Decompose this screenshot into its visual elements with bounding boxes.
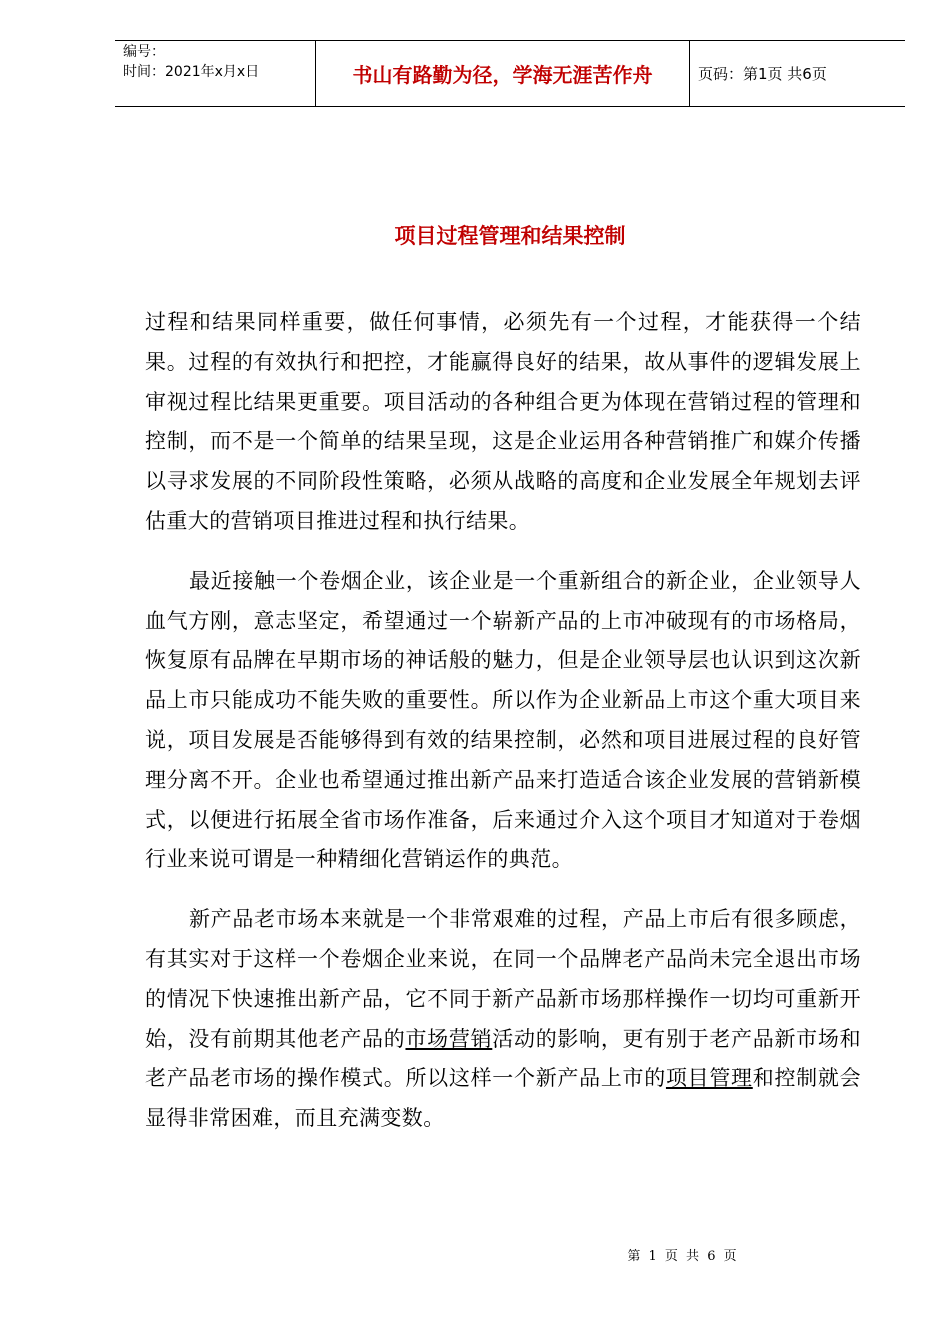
paragraph-1: 过程和结果同样重要，做任何事情，必须先有一个过程，才能获得一个结果。过程的有效执行和把控，才能赢得良好的结果，故从事件的逻辑发展上审视过程比结果更重要。项目活动的各种组合更为体现在营销过程的管理和控制，而不是一个简单的结果呈现，这是企业运用各种营销推广和媒介传播以寻求发展的不同阶段性策略，必须从战略的高度和企业发展全年规划去评估重大的营销项目推进过程和执行结果。 [145, 310, 861, 533]
document-body [145, 303, 861, 1159]
page-footer: 第 1 页 共 6 页 [627, 1249, 739, 1264]
paragraph-3-text-1: 新产品老市场本来就是一个非常艰难的过程，产品上市后有很多顾虑，有其实对于这样一个卷烟企业来说，在同一个品牌老产品尚未完全退出市场的情况下快速推出新产品，它不同于新产品新市场那样操作一切均可重新开始，没有前期其他老产品的 [145, 907, 861, 1051]
paragraph-3-text-2: 活动的影响，更有别于老产品新市场和老产品老市场的操作模式。所以这样一个新产品上市的 [145, 1026, 861, 1091]
paragraph-3-text-3: 和控制就会显得非常困难，而且充满变数。 [145, 1066, 861, 1131]
header-motto: 书山有路勤为径，学海无涯苦作舟 [316, 41, 690, 106]
header-time: 时间：2021年x月x日 [123, 64, 260, 80]
link-marketing[interactable]: 市场营销 [405, 1026, 493, 1051]
paragraph-3 [145, 900, 861, 1139]
header-number: 编号： [123, 44, 165, 60]
document-title: 项目过程管理和结果控制 [394, 224, 626, 248]
link-project-management[interactable]: 项目管理 [665, 1066, 753, 1091]
page-header [115, 40, 905, 107]
header-page-info: 页码：第1页 共6页 [698, 65, 827, 83]
paragraph-2: 最近接触一个卷烟企业，该企业是一个重新组合的新企业，企业领导人血气方刚，意志坚定，希望通过一个崭新产品的上市冲破现有的市场格局，恢复原有品牌在早期市场的神话般的魅力，但是企业领导层也认识到这次新品上市只能成功不能失败的重要性。所以作为企业新品上市这个重大项目来说，项目发展是否能够得到有效的结果控制，必然和项目进展过程的良好管理分离不开。企业也希望通过推出新产品来打造适合该企业发展的营销新模式，以便进行拓展全省市场作准备，后来通过介入这个项目才知道对于卷烟行业来说可谓是一种精细化营销运作的典范。 [145, 568, 861, 872]
header-meta [115, 41, 316, 106]
